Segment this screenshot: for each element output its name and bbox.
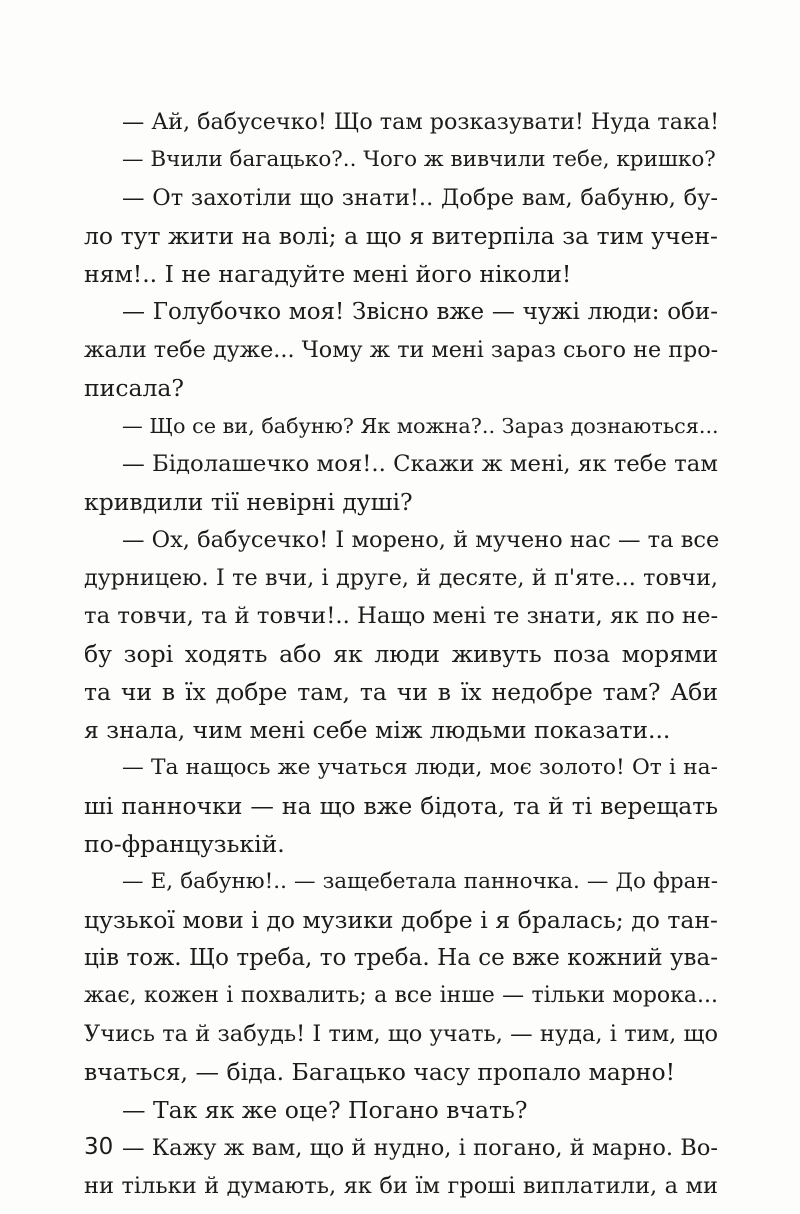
text-line: — Вчили багацько?.. Чого ж вивчили тебе, кришко?: [122, 147, 716, 172]
text-line: — Голубочко моя! Звісно вже — чужі люди: оби-: [122, 299, 718, 325]
text-line: дурницею. І те вчи, і друге, й десяте, й п'яте... товчи,: [84, 565, 718, 591]
text-line: кривдили тії невірні душі?: [84, 488, 413, 516]
text-line: по-французькій.: [84, 830, 285, 858]
text-line: ни тільки й думають, як би їм гроші виплатили, а ми: [84, 1173, 718, 1199]
text-line: ням!.. І не нагадуйте мені його ніколи!: [84, 260, 572, 288]
text-line: — Кажу ж вам, що й нудно, і погано, й марно. Во-: [122, 1135, 718, 1161]
text-line: ців тож. Що треба, то треба. На се вже кожний ува-: [84, 945, 718, 971]
text-line: бу зорі ходять або як люди живуть поза морями: [84, 640, 718, 668]
page-number: 30: [84, 1134, 114, 1160]
text-line: та чи в їх добре там, та чи в їх недобре там? Аби: [84, 678, 718, 706]
text-line: ші панночки — на що вже бідота, та й ті верещать: [84, 792, 718, 820]
text-line: я знала, чим мені себе між людьми показати...: [84, 716, 671, 744]
text-line: писала?: [84, 374, 185, 402]
text-line: — Ай, бабусечко! Що там розказувати! Нуда така!: [122, 109, 720, 135]
text-line: ло тут жити на волі; а що я витерпіла за тим учен-: [84, 222, 718, 250]
text-line: — От захотіли що знати!.. Добре вам, бабуню, бу-: [122, 185, 718, 211]
text-line: — Та нащось же учаться люди, моє золото! От і на-: [122, 755, 718, 780]
text-line: жає, кожен і похвалить; а все інше — тільки морока...: [84, 983, 718, 1008]
text-line: — Бідолашечко моя!.. Скажи ж мені, як тебе там: [122, 451, 718, 477]
text-line: — Що се ви, бабуню? Як можна?.. Зараз дознаються...: [122, 414, 719, 438]
text-line: цузької мови і до музики добре і я бралась; до тан-: [84, 906, 718, 934]
text-line: — Так як же оце? Погано вчать?: [122, 1096, 528, 1124]
text-line: жали тебе дуже... Чому ж ти мені зараз сього не про-: [84, 337, 719, 363]
text-line: — Ох, бабусечко! І морено, й мучено нас — та все: [122, 527, 720, 553]
text-line: та товчи, та й товчи!.. Нащо мені те знати, як по не-: [84, 603, 719, 629]
text-line: — Е, бабуню!.. — защебетала панночка. — До фран-: [122, 869, 718, 894]
text-line: Учись та й забудь! І тим, що учать, — нуда, і тим, що: [84, 1021, 718, 1047]
text-line: вчаться, — біда. Багацько часу пропало марно!: [84, 1058, 676, 1086]
